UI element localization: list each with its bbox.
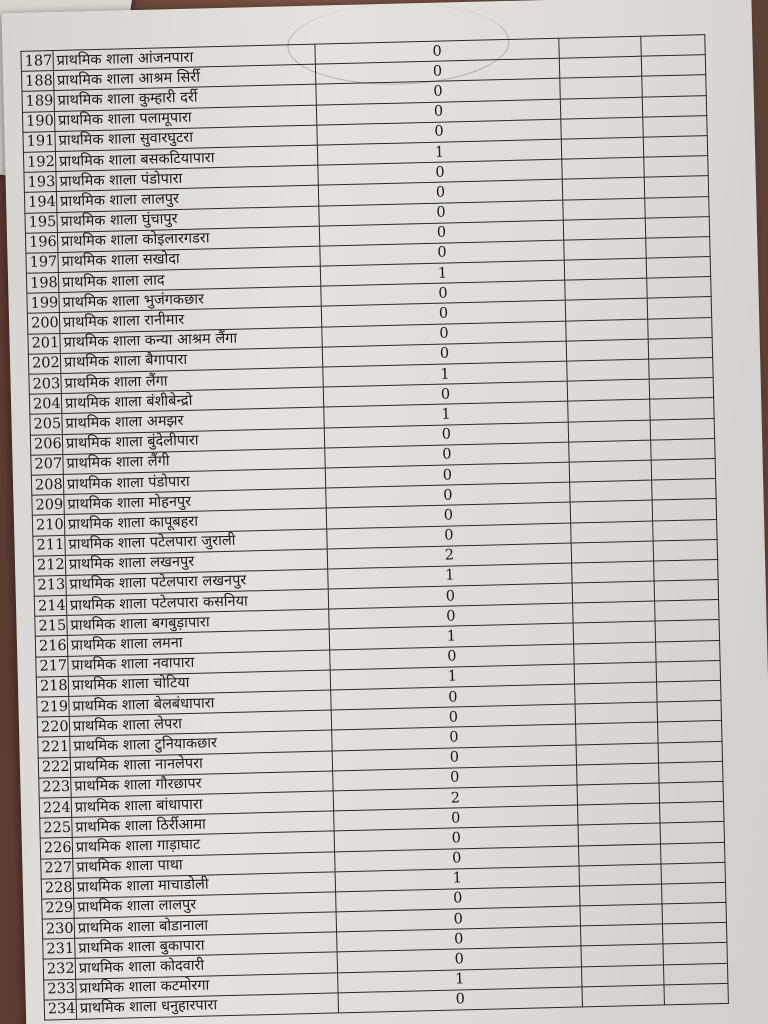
empty-cell bbox=[662, 923, 726, 945]
serial-number-cell: 207 bbox=[31, 454, 63, 475]
empty-cell bbox=[661, 882, 725, 904]
empty-cell bbox=[577, 783, 659, 805]
empty-cell bbox=[561, 137, 643, 159]
empty-cell bbox=[652, 499, 716, 521]
empty-cell bbox=[649, 358, 713, 380]
empty-cell bbox=[645, 196, 709, 218]
empty-cell bbox=[649, 378, 713, 400]
serial-number-cell: 226 bbox=[40, 838, 72, 859]
empty-cell bbox=[641, 55, 705, 77]
document-page bbox=[2, 0, 768, 1024]
serial-number-cell: 222 bbox=[38, 757, 70, 778]
empty-cell bbox=[660, 822, 724, 844]
empty-cell bbox=[576, 743, 658, 765]
count-cell: 0 bbox=[336, 886, 580, 912]
count-cell: 0 bbox=[327, 523, 571, 549]
count-cell: 0 bbox=[317, 119, 561, 145]
count-cell: 0 bbox=[319, 200, 563, 226]
school-name-cell: प्राथमिक शाला चोटिया bbox=[68, 670, 330, 697]
serial-number-cell: 206 bbox=[30, 434, 62, 455]
empty-cell bbox=[564, 258, 646, 280]
school-name-cell: प्राथमिक शाला बैगापारा bbox=[60, 347, 322, 374]
empty-cell bbox=[571, 521, 653, 543]
count-cell: 0 bbox=[322, 321, 566, 347]
count-cell: 0 bbox=[328, 583, 572, 609]
count-cell: 1 bbox=[317, 139, 561, 165]
empty-cell bbox=[657, 680, 721, 702]
empty-cell bbox=[647, 297, 711, 319]
serial-number-cell: 212 bbox=[33, 555, 65, 576]
empty-cell bbox=[581, 924, 663, 946]
count-cell: 0 bbox=[318, 179, 562, 205]
count-cell: 0 bbox=[316, 79, 560, 105]
school-name-cell: प्राथमिक शाला पटेलपारा कसनिया bbox=[66, 589, 328, 616]
serial-number-cell: 196 bbox=[25, 232, 57, 253]
empty-cell bbox=[646, 257, 710, 279]
school-name-cell: प्राथमिक शाला मोहनपुर bbox=[64, 488, 326, 515]
empty-cell bbox=[567, 379, 649, 401]
empty-cell bbox=[655, 620, 719, 642]
count-cell: 1 bbox=[329, 623, 573, 649]
empty-cell bbox=[658, 741, 722, 763]
count-cell: 0 bbox=[326, 502, 570, 528]
empty-cell bbox=[642, 75, 706, 97]
school-name-cell: प्राथमिक शाला कोइलारगडरा bbox=[57, 226, 319, 253]
school-name-cell: प्राथमिक शाला लेपरा bbox=[69, 710, 331, 737]
empty-cell bbox=[577, 763, 659, 785]
empty-cell bbox=[567, 359, 649, 381]
school-name-cell: प्राथमिक शाला टुनियाकछार bbox=[70, 730, 332, 757]
serial-number-cell: 189 bbox=[22, 91, 54, 112]
empty-cell bbox=[648, 337, 712, 359]
serial-number-cell: 203 bbox=[29, 373, 61, 394]
school-name-cell: प्राथमिक शाला लाद bbox=[58, 266, 320, 293]
empty-cell bbox=[651, 438, 715, 460]
school-name-cell: प्राथमिक शाला कापूबहरा bbox=[64, 508, 326, 535]
count-cell: 2 bbox=[327, 543, 571, 569]
count-cell: 0 bbox=[331, 684, 575, 710]
empty-cell bbox=[574, 642, 656, 664]
serial-number-cell: 220 bbox=[37, 717, 69, 738]
count-cell: 0 bbox=[323, 381, 567, 407]
count-cell: 1 bbox=[324, 401, 568, 427]
count-cell: 1 bbox=[323, 361, 567, 387]
empty-cell bbox=[570, 500, 652, 522]
serial-number-cell: 214 bbox=[34, 595, 66, 616]
empty-cell bbox=[657, 701, 721, 723]
serial-number-cell: 213 bbox=[34, 575, 66, 596]
empty-cell bbox=[579, 843, 661, 865]
empty-cell bbox=[651, 458, 715, 480]
empty-cell bbox=[652, 479, 716, 501]
school-name-cell: प्राथमिक शाला सखोदा bbox=[58, 246, 320, 273]
school-name-cell: प्राथमिक शाला पलामूपारा bbox=[54, 105, 316, 132]
empty-cell bbox=[656, 640, 720, 662]
count-cell: 0 bbox=[321, 280, 565, 306]
serial-number-cell: 199 bbox=[27, 293, 59, 314]
empty-cell bbox=[579, 864, 661, 886]
empty-cell bbox=[575, 702, 657, 724]
serial-number-cell: 200 bbox=[27, 313, 59, 334]
count-cell: 0 bbox=[326, 482, 570, 508]
school-name-cell: प्राथमिक शाला बुकापारा bbox=[75, 932, 337, 959]
serial-number-cell: 217 bbox=[36, 656, 68, 677]
empty-cell bbox=[571, 541, 653, 563]
serial-number-cell: 192 bbox=[23, 151, 55, 172]
count-cell: 0 bbox=[336, 906, 580, 932]
empty-cell bbox=[663, 943, 727, 965]
count-cell: 0 bbox=[338, 987, 582, 1013]
serial-number-cell: 191 bbox=[23, 131, 55, 152]
empty-cell bbox=[563, 198, 645, 220]
serial-number-cell: 198 bbox=[26, 273, 58, 294]
serial-number-cell: 233 bbox=[44, 979, 76, 1000]
count-cell: 0 bbox=[325, 462, 569, 488]
empty-cell bbox=[559, 56, 641, 78]
serial-number-cell: 187 bbox=[21, 51, 53, 72]
empty-cell bbox=[661, 842, 725, 864]
serial-number-cell: 211 bbox=[33, 535, 65, 556]
empty-cell bbox=[648, 317, 712, 339]
school-name-cell: प्राथमिक शाला लखनपुर bbox=[65, 549, 327, 576]
school-name-cell: प्राथमिक शाला आश्रम सिर्री bbox=[53, 64, 315, 91]
empty-cell bbox=[661, 862, 725, 884]
school-name-cell: प्राथमिक शाला नानलेपरा bbox=[70, 751, 332, 778]
count-cell: 0 bbox=[324, 422, 568, 448]
school-name-cell: प्राथमिक शाला सुवारघुटरा bbox=[55, 125, 317, 152]
count-cell: 0 bbox=[334, 805, 578, 831]
count-cell: 0 bbox=[331, 704, 575, 730]
empty-cell bbox=[560, 77, 642, 99]
count-cell: 2 bbox=[333, 785, 577, 811]
school-name-cell: प्राथमिक शाला कुम्हारी दर्री bbox=[54, 85, 316, 112]
empty-cell bbox=[641, 35, 705, 57]
serial-number-cell: 193 bbox=[24, 172, 56, 193]
serial-number-cell: 190 bbox=[22, 111, 54, 132]
serial-number-cell: 225 bbox=[40, 817, 72, 838]
school-name-cell: प्राथमिक शाला गाड़ाघाट bbox=[72, 831, 334, 858]
empty-cell bbox=[562, 157, 644, 179]
school-name-cell: प्राथमिक शाला बोडानाला bbox=[74, 912, 336, 939]
empty-cell bbox=[578, 823, 660, 845]
empty-cell bbox=[656, 660, 720, 682]
empty-cell bbox=[560, 97, 642, 119]
school-name-cell: प्राथमिक शाला बेलबंधापारा bbox=[69, 690, 331, 717]
count-cell: 0 bbox=[315, 58, 559, 84]
empty-cell bbox=[581, 944, 663, 966]
serial-number-cell: 194 bbox=[24, 192, 56, 213]
school-name-cell: प्राथमिक शाला भुजंगकछार bbox=[59, 286, 321, 313]
empty-cell bbox=[578, 803, 660, 825]
school-list-table bbox=[20, 34, 728, 1020]
empty-cell bbox=[572, 581, 654, 603]
school-name-cell: प्राथमिक शाला घुंचापुर bbox=[57, 206, 319, 233]
empty-cell bbox=[659, 781, 723, 803]
empty-cell bbox=[582, 985, 664, 1007]
school-name-cell: प्राथमिक शाला पंडोपारा bbox=[63, 468, 325, 495]
school-name-cell: प्राथमिक शाला बगबुड़ापारा bbox=[67, 609, 329, 636]
empty-cell bbox=[643, 136, 707, 158]
empty-cell bbox=[643, 115, 707, 137]
empty-cell bbox=[573, 621, 655, 643]
count-cell: 1 bbox=[338, 967, 582, 993]
count-cell: 0 bbox=[329, 603, 573, 629]
serial-number-cell: 228 bbox=[41, 878, 73, 899]
empty-cell bbox=[575, 682, 657, 704]
empty-cell bbox=[647, 277, 711, 299]
school-name-cell: प्राथमिक शाला धनुहारपारा bbox=[76, 993, 338, 1020]
count-cell: 0 bbox=[315, 38, 559, 64]
school-name-cell: प्राथमिक शाला बुंदेलीपारा bbox=[62, 428, 324, 455]
count-cell: 0 bbox=[335, 845, 579, 871]
serial-number-cell: 229 bbox=[42, 898, 74, 919]
school-name-cell: प्राथमिक शाला लालपुर bbox=[56, 185, 318, 212]
empty-cell bbox=[650, 398, 714, 420]
serial-number-cell: 215 bbox=[35, 616, 67, 637]
empty-cell bbox=[658, 721, 722, 743]
school-name-cell: प्राथमिक शाला गौरछापर bbox=[71, 771, 333, 798]
count-cell: 0 bbox=[332, 745, 576, 771]
serial-number-cell: 227 bbox=[41, 858, 73, 879]
serial-number-cell: 197 bbox=[26, 252, 58, 273]
empty-cell bbox=[559, 36, 641, 58]
empty-cell bbox=[570, 480, 652, 502]
empty-cell bbox=[580, 904, 662, 926]
serial-number-cell: 216 bbox=[35, 636, 67, 657]
empty-cell bbox=[566, 319, 648, 341]
empty-cell bbox=[650, 418, 714, 440]
empty-cell bbox=[581, 965, 663, 987]
empty-cell bbox=[564, 238, 646, 260]
empty-cell bbox=[660, 802, 724, 824]
empty-cell bbox=[569, 460, 651, 482]
school-name-cell: प्राथमिक शाला ठिर्रीआमा bbox=[72, 811, 334, 838]
school-name-cell: प्राथमिक शाला बसकटियापारा bbox=[55, 145, 317, 172]
serial-number-cell: 205 bbox=[30, 414, 62, 435]
empty-cell bbox=[563, 218, 645, 240]
count-cell: 0 bbox=[337, 926, 581, 952]
empty-cell bbox=[662, 902, 726, 924]
empty-cell bbox=[659, 761, 723, 783]
count-cell: 1 bbox=[320, 260, 564, 286]
empty-cell bbox=[576, 722, 658, 744]
school-name-cell: प्राथमिक शाला माचाडोली bbox=[73, 872, 335, 899]
school-name-cell: प्राथमिक शाला पाथा bbox=[73, 851, 335, 878]
empty-cell bbox=[655, 600, 719, 622]
empty-cell bbox=[654, 559, 718, 581]
count-cell: 1 bbox=[328, 563, 572, 589]
empty-cell bbox=[566, 339, 648, 361]
count-cell: 0 bbox=[333, 765, 577, 791]
serial-number-cell: 221 bbox=[38, 737, 70, 758]
empty-cell bbox=[572, 561, 654, 583]
empty-cell bbox=[562, 177, 644, 199]
empty-cell bbox=[644, 176, 708, 198]
school-name-cell: प्राथमिक शाला लैंगी bbox=[63, 448, 325, 475]
serial-number-cell: 204 bbox=[29, 394, 61, 415]
empty-cell bbox=[569, 440, 651, 462]
serial-number-cell: 209 bbox=[32, 495, 64, 516]
empty-cell bbox=[565, 278, 647, 300]
count-cell: 0 bbox=[337, 946, 581, 972]
empty-cell bbox=[565, 299, 647, 321]
serial-number-cell: 218 bbox=[36, 676, 68, 697]
school-name-cell: प्राथमिक शाला नवापारा bbox=[68, 650, 330, 677]
school-name-cell: प्राथमिक शाला पटेलपारा जुराली bbox=[65, 529, 327, 556]
school-name-cell: प्राथमिक शाला कन्या आश्रम लैंगा bbox=[60, 327, 322, 354]
count-cell: 0 bbox=[332, 724, 576, 750]
school-name-cell: प्राथमिक शाला बंशीबेन्द्रो bbox=[61, 387, 323, 414]
empty-cell bbox=[653, 519, 717, 541]
school-name-cell: प्राथमिक शाला पंडोपारा bbox=[56, 165, 318, 192]
serial-number-cell: 208 bbox=[31, 474, 63, 495]
count-cell: 0 bbox=[320, 240, 564, 266]
school-name-cell: प्राथमिक शाला रानीमार bbox=[59, 307, 321, 334]
empty-cell bbox=[573, 601, 655, 623]
empty-cell bbox=[580, 884, 662, 906]
empty-cell bbox=[644, 156, 708, 178]
count-cell: 0 bbox=[325, 442, 569, 468]
empty-cell bbox=[653, 539, 717, 561]
empty-cell bbox=[642, 95, 706, 117]
serial-number-cell: 188 bbox=[21, 71, 53, 92]
school-name-cell: प्राथमिक शाला कोदवारी bbox=[75, 952, 337, 979]
count-cell: 0 bbox=[334, 825, 578, 851]
empty-cell bbox=[568, 420, 650, 442]
count-cell: 0 bbox=[330, 644, 574, 670]
serial-number-cell: 223 bbox=[39, 777, 71, 798]
count-cell: 0 bbox=[321, 301, 565, 327]
serial-number-cell: 234 bbox=[44, 999, 76, 1020]
empty-cell bbox=[561, 117, 643, 139]
school-name-cell: प्राथमिक शाला अमझर bbox=[62, 407, 324, 434]
empty-cell bbox=[645, 216, 709, 238]
serial-number-cell: 219 bbox=[37, 696, 69, 717]
empty-cell bbox=[664, 983, 728, 1005]
count-cell: 1 bbox=[330, 664, 574, 690]
serial-number-cell: 201 bbox=[28, 333, 60, 354]
count-cell: 0 bbox=[318, 159, 562, 185]
school-name-cell: प्राथमिक शाला लमना bbox=[67, 629, 329, 656]
school-name-cell: प्राथमिक शाला कटमोरगा bbox=[76, 973, 338, 1000]
empty-cell bbox=[663, 963, 727, 985]
serial-number-cell: 202 bbox=[28, 353, 60, 374]
serial-number-cell: 195 bbox=[25, 212, 57, 233]
serial-number-cell: 230 bbox=[42, 918, 74, 939]
table-body bbox=[21, 35, 728, 1020]
empty-cell bbox=[568, 399, 650, 421]
serial-number-cell: 210 bbox=[32, 515, 64, 536]
empty-cell bbox=[646, 236, 710, 258]
count-cell: 1 bbox=[335, 866, 579, 892]
serial-number-cell: 224 bbox=[39, 797, 71, 818]
school-name-cell: प्राथमिक शाला लालपुर bbox=[74, 892, 336, 919]
school-name-cell: प्राथमिक शाला पटेलपारा लखनपुर bbox=[66, 569, 328, 596]
empty-cell bbox=[574, 662, 656, 684]
school-name-cell: प्राथमिक शाला आंजनपारा bbox=[53, 44, 315, 71]
serial-number-cell: 232 bbox=[43, 959, 75, 980]
school-name-cell: प्राथमिक शाला बांधापारा bbox=[71, 791, 333, 818]
school-name-cell: प्राथमिक शाला लैंगा bbox=[61, 367, 323, 394]
count-cell: 0 bbox=[319, 220, 563, 246]
count-cell: 0 bbox=[322, 341, 566, 367]
serial-number-cell: 231 bbox=[43, 939, 75, 960]
empty-cell bbox=[654, 580, 718, 602]
count-cell: 0 bbox=[316, 99, 560, 125]
